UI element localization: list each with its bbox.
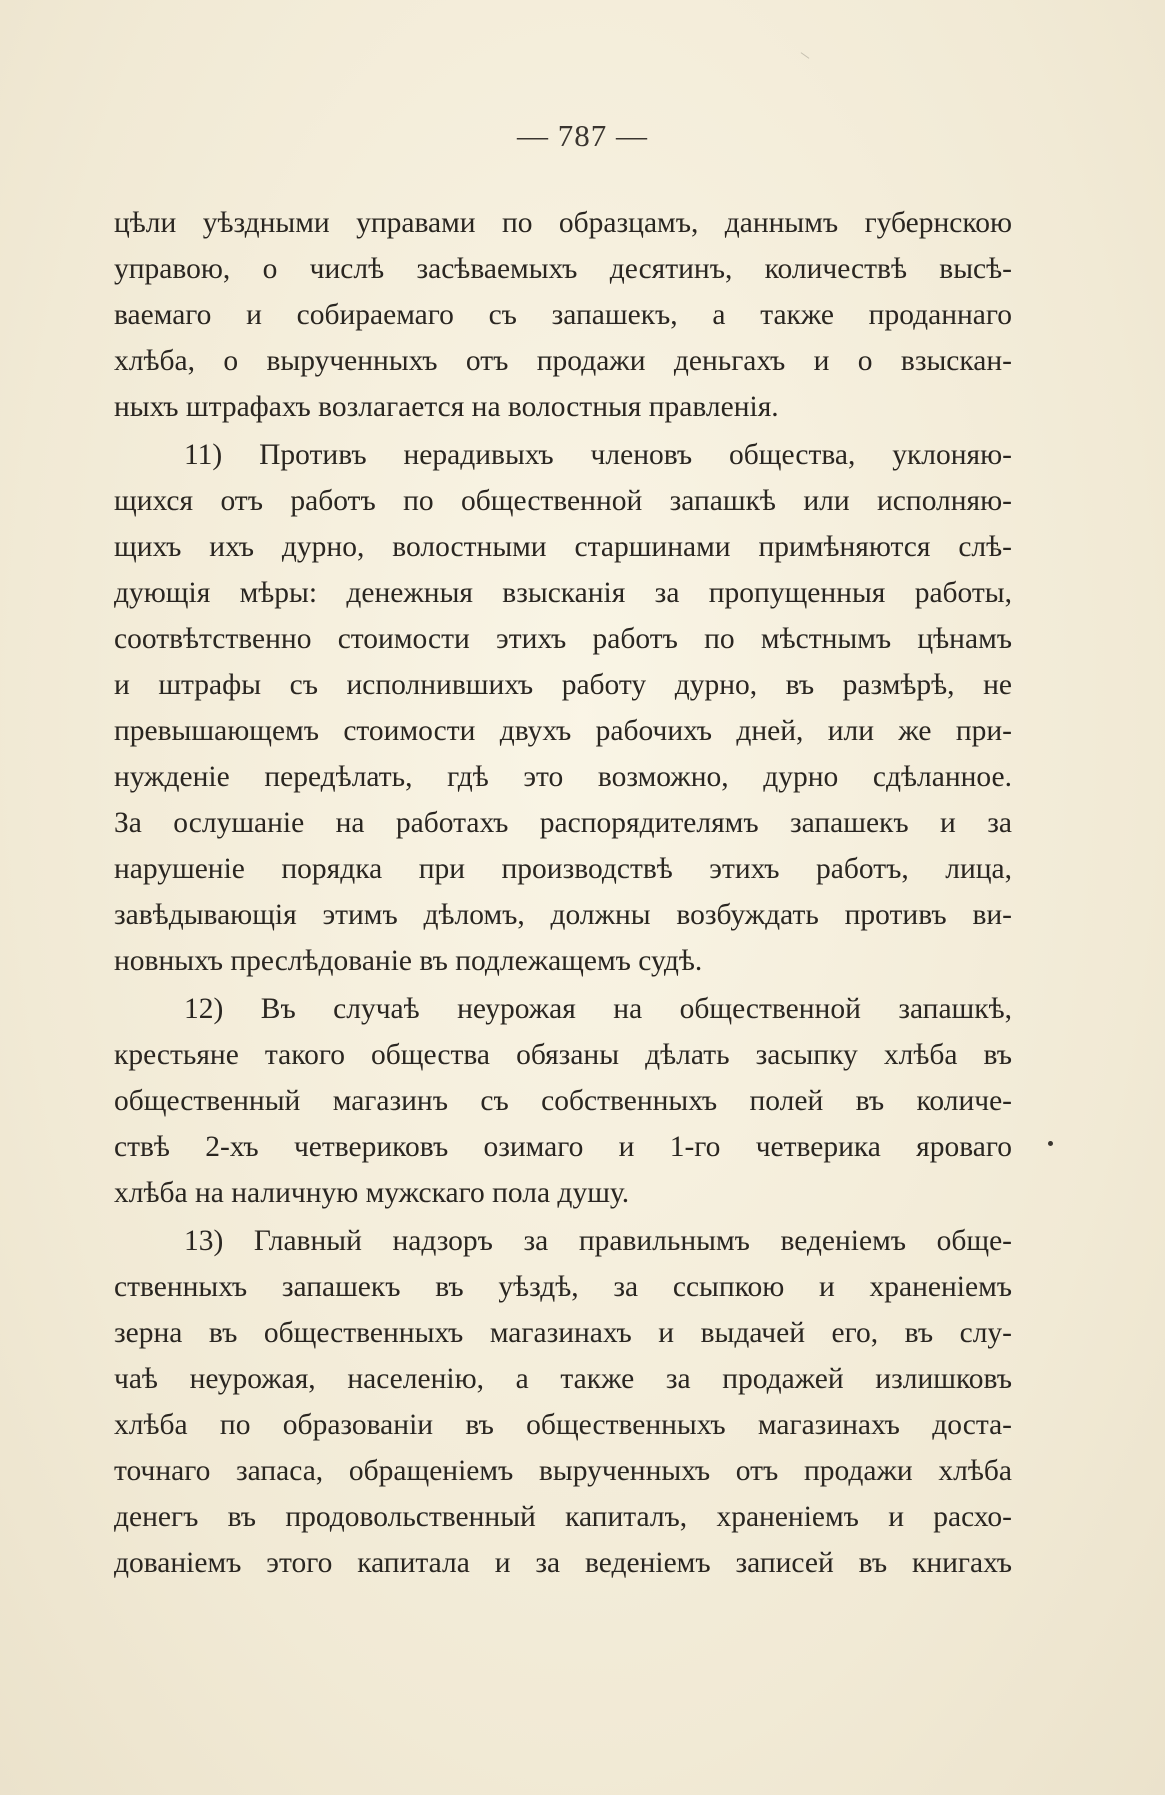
text-line: завѣдывающія этимъ дѣломъ, должны возбуждать противъ ви- [114,899,1012,931]
text-line: денегъ въ продовольственный капиталъ, храненіемъ и расхо- [114,1501,1012,1533]
text-line: управою, о числѣ засѣваемыхъ десятинъ, количествѣ высѣ- [114,253,1012,285]
paragraph-11-start: 11) Противъ нерадивыхъ членовъ общества, уклоняю- [184,439,1012,471]
text-line: точнаго запаса, обращеніемъ вырученныхъ отъ продажи хлѣба [114,1455,1012,1487]
text-line: чаѣ неурожая, населенію, а также за продажей излишковъ [114,1363,1012,1395]
text-line: соотвѣтственно стоимости этихъ работъ по мѣстнымъ цѣнамъ [114,623,1012,655]
text-line: щихъ ихъ дурно, волостными старшинами примѣняются слѣ- [114,531,1012,563]
text-line: хлѣба на наличную мужскаго пола душу. [114,1177,630,1209]
text-line: нужденіе передѣлать, гдѣ это возможно, дурно сдѣланное. [114,761,1012,793]
text-line: ствѣ 2-хъ четвериковъ озимаго и 1-го четверика яроваго [114,1131,1012,1163]
text-line: общественный магазинъ съ собственныхъ полей въ количе- [114,1085,1012,1117]
text-line: нарушеніе порядка при производствѣ этихъ работъ, лица, [114,853,1012,885]
page-number: — 787 — [517,118,648,153]
text-line: цѣли уѣздными управами по образцамъ, даннымъ губернскою [114,207,1012,239]
text-line: зерна въ общественныхъ магазинахъ и выдачей его, въ слу- [114,1317,1012,1349]
text-line: дующія мѣры: денежныя взысканія за пропущенныя работы, [114,577,1012,609]
text-line: ныхъ штрафахъ возлагается на волостныя правленія. [114,391,779,423]
text-line: ваемаго и собираемаго съ запашекъ, а также проданнаго [114,299,1012,331]
text-line: дованіемъ этого капитала и за веденіемъ записей въ книгахъ [114,1547,1012,1579]
text-line: и штрафы съ исполнившихъ работу дурно, въ размѣрѣ, не [114,669,1012,701]
text-line: За ослушаніе на работахъ распорядителямъ запашекъ и за [114,807,1012,839]
ink-speck [1048,1141,1053,1146]
body-text [114,200,1012,1586]
text-line: крестьяне такого общества обязаны дѣлать засыпку хлѣба въ [114,1039,1012,1071]
text-line: хлѣба, о вырученныхъ отъ продажи деньгахъ и о взыскан- [114,345,1012,377]
text-line: превышающемъ стоимости двухъ рабочихъ дней, или же при- [114,715,1012,747]
text-line: ственныхъ запашекъ въ уѣздѣ, за ссыпкою и храненіемъ [114,1271,1012,1303]
paragraph-13-start: 13) Главный надзоръ за правильнымъ веденіемъ обще- [184,1225,1012,1257]
text-line: новныхъ преслѣдованіе въ подлежащемъ судѣ. [114,945,703,977]
text-line: хлѣба по образованіи въ общественныхъ магазинахъ доста- [114,1409,1012,1441]
paper-fold-mark [801,52,810,59]
text-line: щихся отъ работъ по общественной запашкѣ или исполняю- [114,485,1012,517]
paragraph-12-start: 12) Въ случаѣ неурожая на общественной запашкѣ, [184,993,1012,1025]
